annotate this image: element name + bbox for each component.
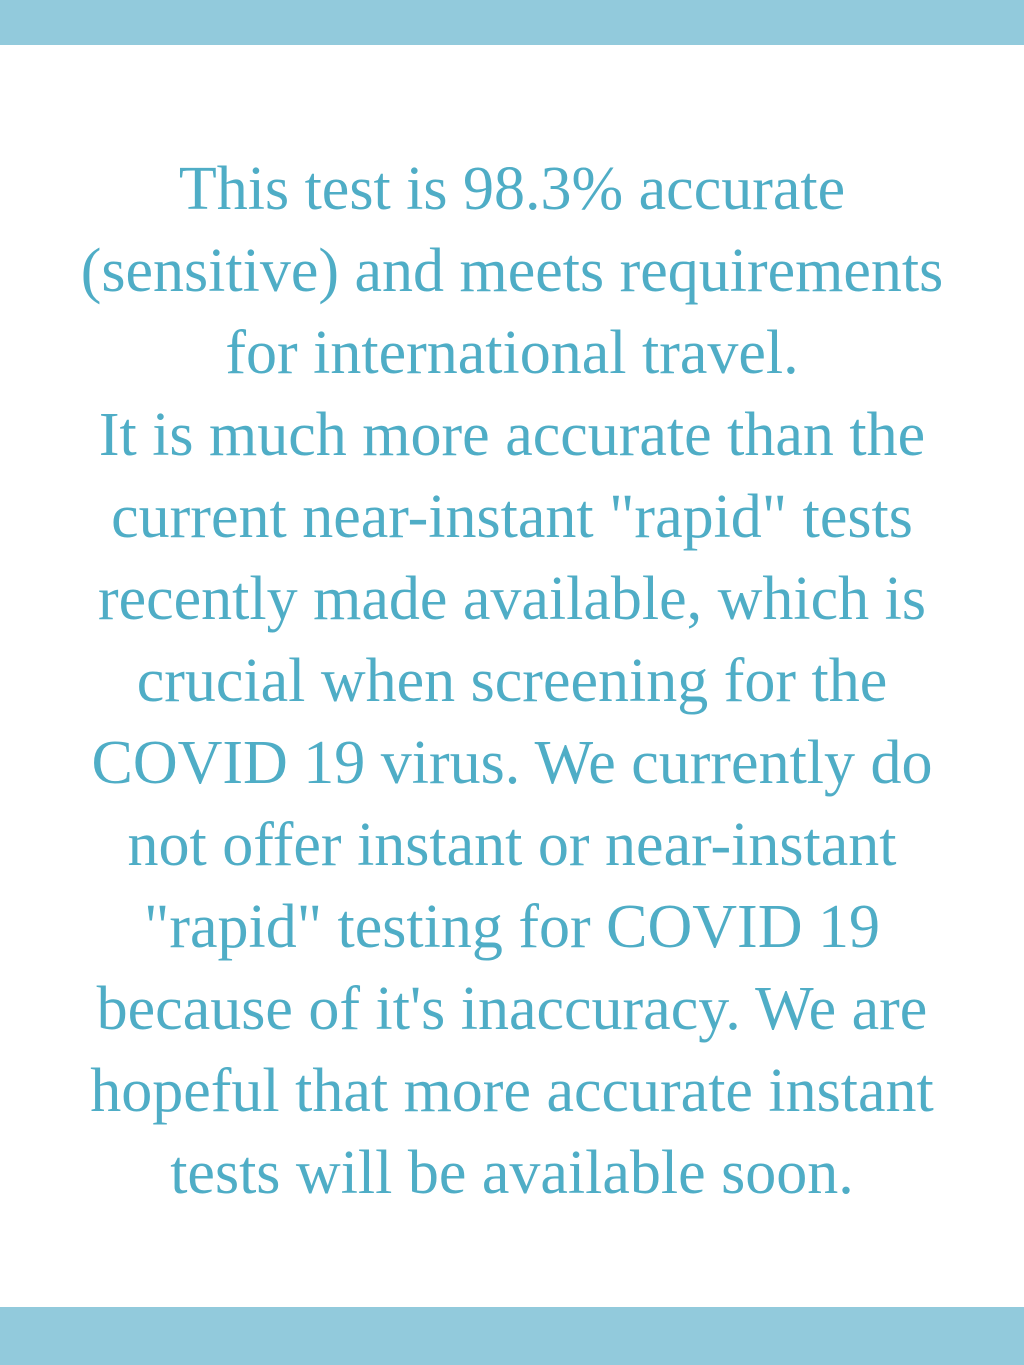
text-line: tests will be available soon. <box>170 1139 854 1207</box>
text-line: not offer instant or near-instant <box>127 811 897 879</box>
text-line: because of it's inaccuracy. We are <box>96 975 928 1043</box>
text-line: recently made available, which is <box>97 565 927 633</box>
top-banner-bar <box>0 0 1024 45</box>
text-line: crucial when screening for the <box>136 647 888 715</box>
text-line: This test is 98.3% accurate <box>178 155 846 223</box>
text-line: COVID 19 virus. We currently do <box>91 729 933 797</box>
text-line: hopeful that more accurate instant <box>90 1057 934 1125</box>
text-line: (sensitive) and meets requirements <box>80 237 944 305</box>
text-line: current near-instant "rapid" tests <box>111 483 913 551</box>
text-line: for international travel. <box>225 319 799 387</box>
text-line: "rapid" testing for COVID 19 <box>144 893 880 961</box>
info-text-block <box>20 148 1004 1214</box>
bottom-banner-bar <box>0 1307 1024 1365</box>
text-line: It is much more accurate than the <box>98 401 926 469</box>
